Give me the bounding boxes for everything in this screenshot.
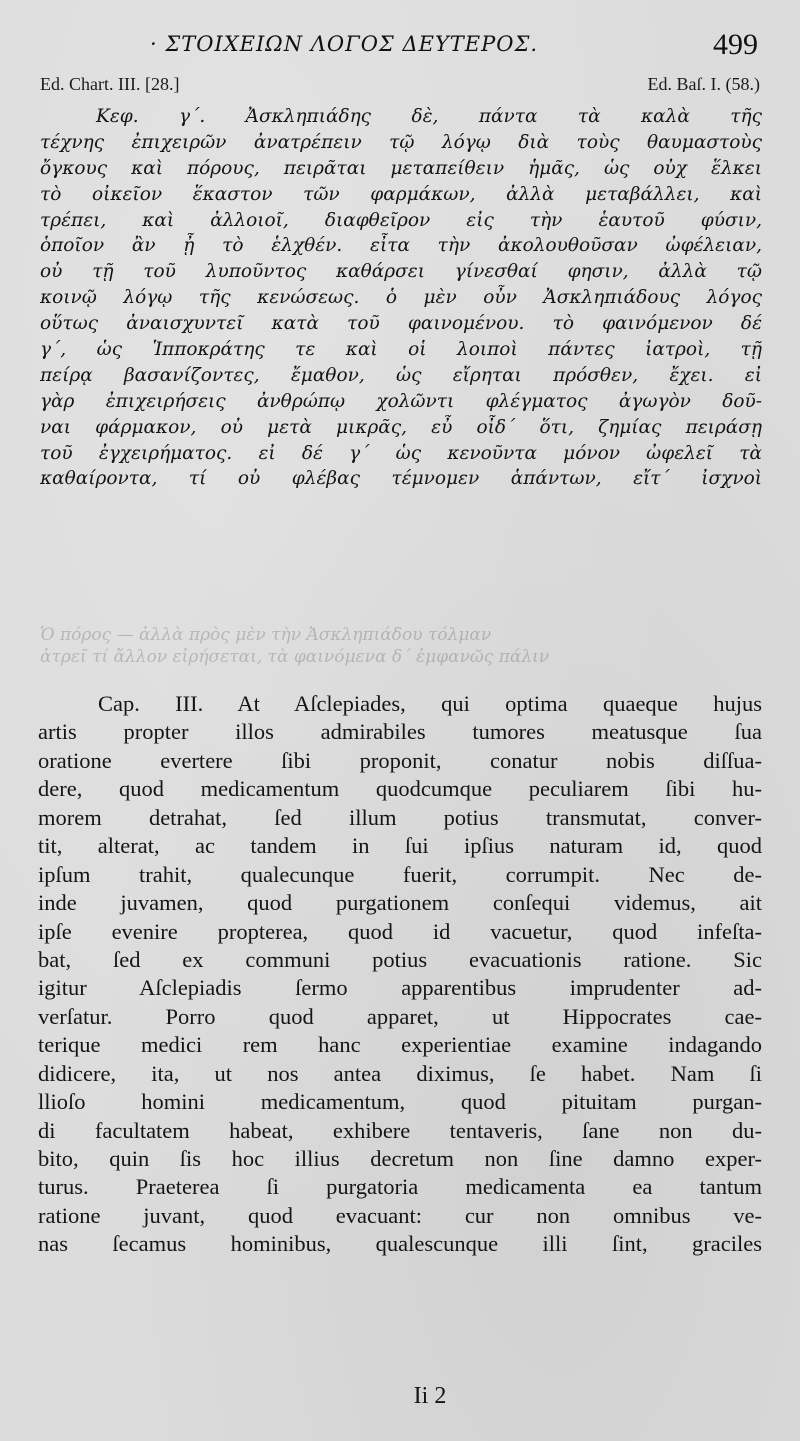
bleed-through-line: Ὁ πόρος — ἀλλὰ πρὸς μὲν τὴν Ἀσκληπιάδου τόλμαν bbox=[40, 625, 492, 645]
greek-line: τὸ οἰκεῖον ἕκαστον τῶν φαρμάκων, ἀλλὰ μεταβάλλει, καὶ bbox=[40, 183, 762, 205]
latin-line: ipſum trahit, qualecunque fuerit, corrumpit. Nec de- bbox=[38, 861, 762, 887]
latin-line: morem detrahat, ſed illum potius transmutat, conver- bbox=[38, 804, 762, 830]
latin-line: bat, ſed ex communi potius evacuationis ratione. Sic bbox=[38, 946, 762, 972]
latin-line: dere, quod medicamentum quodcumque peculiarem ſibi hu- bbox=[38, 776, 762, 802]
latin-line: Cap. III. At Aſclepiades, qui optima quaeque hujus bbox=[98, 691, 762, 716]
latin-line: ipſe evenire propterea, quod id vacuetur, quod infeſta- bbox=[38, 918, 762, 944]
greek-line: οὐ τῇ τοῦ λυποῦντος καθάρσει γίνεσθαί φησιν, ἀλλὰ τῷ bbox=[40, 261, 762, 283]
greek-line: ὄγκους καὶ πόρους, πειρᾶται μεταπείθειν ἡμᾶς, ὡς οὐχ ἕλκει bbox=[40, 157, 762, 179]
signature-mark bbox=[0, 1383, 800, 1410]
latin-line: nas ſecamus hominibus, qualescunque illi ſint, graciles bbox=[38, 1231, 762, 1257]
running-title: · ΣΤΟΙΧΕΙΩΝ ΛΟΓΟΣ ΔΕΥΤΕΡΟΣ. bbox=[150, 32, 539, 56]
greek-line: ναι φάρμακον, οὐ μετὰ μικρᾶς, εὖ οἶδ΄ ὅτι, ζημίας πειράσῃ bbox=[40, 416, 762, 438]
edition-basel-reference: Ed. Baſ. I. (58.) bbox=[647, 74, 760, 94]
latin-line: llioſo homini medicamentum, quod pituitam purgan- bbox=[38, 1089, 762, 1115]
edition-chartier-reference: Ed. Chart. III. [28.] bbox=[40, 74, 180, 94]
latin-line: tit, alterat, ac tandem in ſui ipſius naturam id, quod bbox=[38, 833, 762, 859]
latin-line: oratione evertere ſibi proponit, conatur nobis diſſua- bbox=[38, 747, 762, 773]
greek-line: τρέπει, καὶ ἀλλοιοῖ, διαφθεῖρον εἰς τὴν ἑαυτοῦ φύσιν, bbox=[40, 209, 762, 231]
latin-line: verſatur. Porro quod apparet, ut Hippocrates cae- bbox=[38, 1003, 762, 1029]
greek-line: πείρᾳ βασανίζοντες, ἔμαθον, ὡς εἴρηται πρόσθεν, ἔχει. εἰ bbox=[40, 364, 762, 386]
signature-label: Ii 2 bbox=[413, 1383, 447, 1409]
latin-line: turus. Praeterea ſi purgatoria medicamenta ea tantum bbox=[38, 1174, 762, 1200]
running-head bbox=[0, 26, 800, 66]
latin-line: artis propter illos admirabiles tumores meatusque ſua bbox=[38, 719, 762, 745]
bleed-through-text bbox=[40, 624, 762, 668]
latin-line: bito, quin ſis hoc illius decretum non ſine damno exper- bbox=[38, 1146, 762, 1171]
page-number: 499 bbox=[713, 28, 758, 61]
greek-line: Κεφ. γ΄. Ἀσκληπιάδης δὲ, πάντα τὰ καλὰ τῆς bbox=[96, 106, 762, 127]
edition-reference-line bbox=[40, 74, 760, 98]
greek-line: κοινῷ λόγῳ τῆς κενώσεως. ὁ μὲν οὖν Ἀσκληπιάδους λόγος bbox=[40, 287, 762, 309]
greek-line: γ΄, ὡς Ἱπποκράτης τε καὶ οἱ λοιποὶ πάντες ἰατροὶ, τῇ bbox=[40, 339, 762, 361]
latin-line: ratione juvant, quod evacuant: cur non omnibus ve- bbox=[38, 1202, 762, 1228]
bleed-through-line: ἀτρεῖ τί ἄλλον εἰρήσεται, τὰ φαινόμενα δ΄ ἐμφανῶς πάλιν bbox=[40, 647, 550, 667]
latin-text-block bbox=[38, 690, 762, 1259]
latin-line: di facultatem habeat, exhibere tentaveris, ſane non du- bbox=[38, 1117, 762, 1143]
greek-line: τοῦ ἐγχειρήματος. εἰ δέ γ΄ ὡς κενοῦντα μόνον ὠφελεῖ τὰ bbox=[40, 442, 762, 464]
greek-line: ὁποῖον ἂν ᾖ τὸ ἑλχθέν. εἶτα τὴν ἀκολουθοῦσαν ὠφέλειαν, bbox=[40, 235, 762, 257]
greek-line: καθαίροντα, τί οὐ φλέβας τέμνομεν ἁπάντων, εἴτ΄ ἰσχνοὶ bbox=[40, 468, 762, 490]
latin-line: terique medici rem hanc experientiae examine indagando bbox=[38, 1032, 762, 1058]
greek-text-block bbox=[40, 104, 762, 492]
greek-line: γὰρ ἐπιχειρήσεις ἀνθρώπῳ χολῶντι φλέγματος ἀγωγὸν δοῦ- bbox=[40, 390, 762, 412]
latin-line: didicere, ita, ut nos antea diximus, ſe habet. Nam ſi bbox=[38, 1060, 762, 1086]
greek-line: τέχνης ἐπιχειρῶν ἀνατρέπειν τῷ λόγῳ διὰ τοὺς θαυμαστοὺς bbox=[40, 131, 762, 153]
latin-line: igitur Aſclepiadis ſermo apparentibus imprudenter ad- bbox=[38, 975, 762, 1001]
latin-line: inde juvamen, quod purgationem conſequi videmus, ait bbox=[38, 890, 762, 916]
greek-line: οὕτως ἀναισχυντεῖ κατὰ τοῦ φαινομένου. τὸ φαινόμενον δέ bbox=[40, 313, 762, 335]
